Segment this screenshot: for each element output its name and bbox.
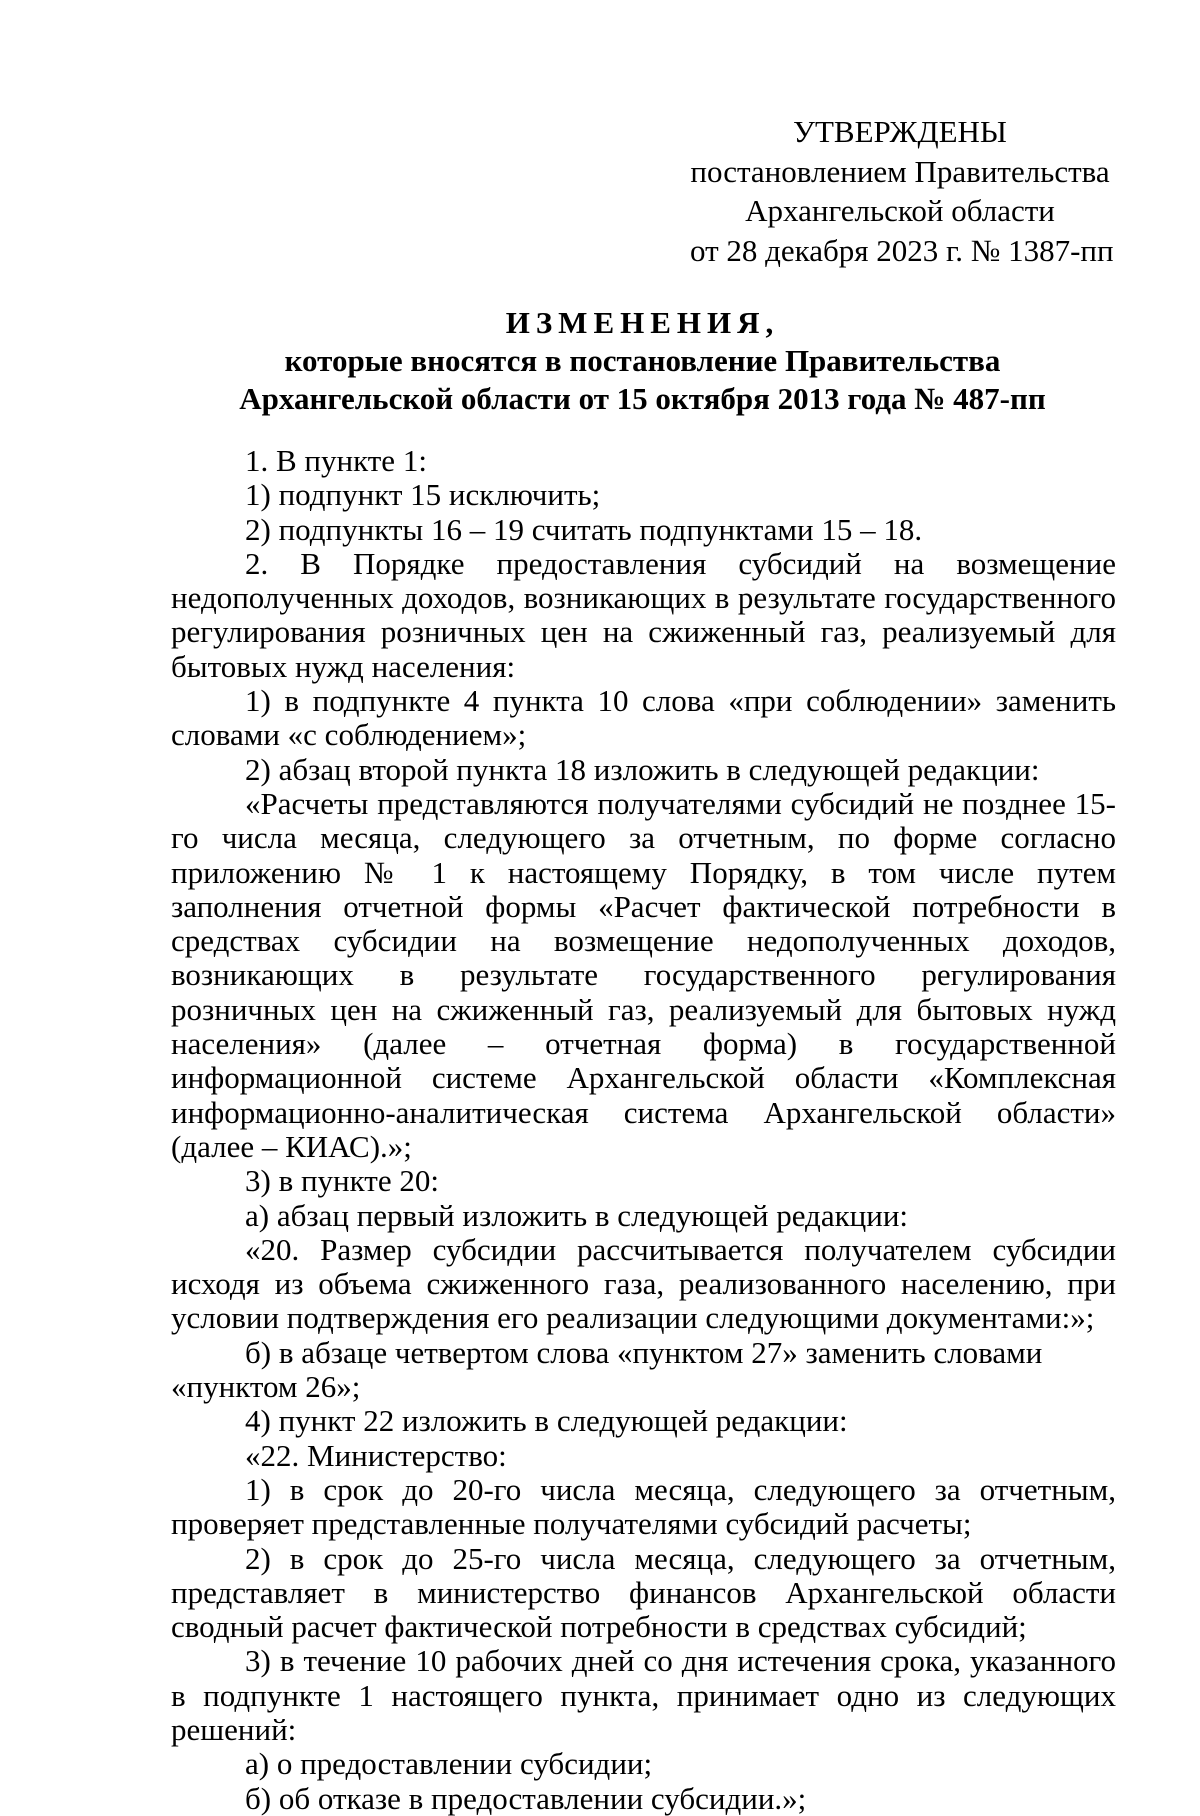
approval-date-number: от 28 декабря 2023 г. № 1387-пп: [690, 232, 1114, 268]
paragraph: 2) подпункты 16 – 19 считать подпунктами 15 – 18.: [245, 511, 923, 547]
approval-line: Архангельской области: [745, 193, 1055, 228]
title-subline: Архангельской области от 15 октября 2013 года № 487-пп: [239, 381, 1046, 416]
paragraph: «Расчеты представляются получателями субсидий не позднее 15-го числа месяца, следующего за отчетным, по форме согласно приложению № 1 к настоящему Порядку, в том числе путем заполнения отчетной формы «Расчет фактической потребности в средствах субсидии на возмещение недополученных доходов, возникающих в результате государственного регулирования розничных цен на сжиженный газ, реализуемый для бытовых нужд населения» (далее – отчетная форма) в государственной информационной системе Архангельской области «Комплексная информационно-аналитическая система Архангельской области» (далее – КИАС).»;: [171, 785, 1116, 1164]
paragraph: 3) в пункте 20:: [245, 1163, 439, 1199]
paragraph: а) абзац первый изложить в следующей редакции:: [245, 1197, 909, 1233]
document-body: [171, 444, 1116, 1816]
paragraph: 1) подпункт 15 исключить;: [245, 477, 601, 513]
paragraph: б) в абзаце четвертом слова «пунктом 27» заменить словами «пунктом 26»;: [171, 1334, 1043, 1405]
paragraph: 1) в срок до 20-го числа месяца, следующего за отчетным, проверяет представленные получателями субсидий расчеты;: [171, 1471, 1116, 1542]
paragraph: 4) пункт 22 изложить в следующей редакции:: [245, 1403, 848, 1439]
approval-heading: УТВЕРЖДЕНЫ: [793, 114, 1007, 149]
paragraph: а) о предоставлении субсидии;: [245, 1746, 653, 1782]
paragraph: «20. Размер субсидии рассчитывается получателем субсидии исходя из объема сжиженного газа, реализованного населению, при условии подтверждения его реализации следующими документами:»;: [171, 1231, 1116, 1336]
paragraph: 3) в течение 10 рабочих дней со дня истечения срока, указанного в подпункте 1 настоящего пункта, принимает одно из следующих решений:: [171, 1643, 1116, 1747]
approval-line: постановлением Правительства: [690, 153, 1110, 189]
approval-stamp: [690, 112, 1114, 270]
paragraph: 2. В Порядке предоставления субсидий на возмещение недополученных доходов, возникающих в результате государственного регулирования розничных цен на сжиженный газ, реализуемый для бытовых нужд населения:: [171, 545, 1116, 684]
title-main: ИЗМЕНЕНИЯ,: [505, 305, 780, 340]
paragraph: 1. В пункте 1:: [245, 443, 427, 478]
paragraph: 2) абзац второй пункта 18 изложить в следующей редакции:: [245, 751, 1040, 787]
paragraph: 2) в срок до 25-го числа месяца, следующего за отчетным, представляет в министерство финансов Архангельской области сводный расчет фактической потребности в средствах субсидий;: [171, 1540, 1116, 1645]
paragraph: «22. Министерство:: [245, 1437, 507, 1473]
document-title: [170, 304, 1115, 418]
paragraph: 1) в подпункте 4 пункта 10 слова «при соблюдении» заменить словами «с соблюдением»;: [171, 683, 1116, 753]
paragraph: б) об отказе в предоставлении субсидии.»;: [245, 1780, 807, 1816]
title-subline: которые вносятся в постановление Правительства: [284, 343, 1001, 378]
